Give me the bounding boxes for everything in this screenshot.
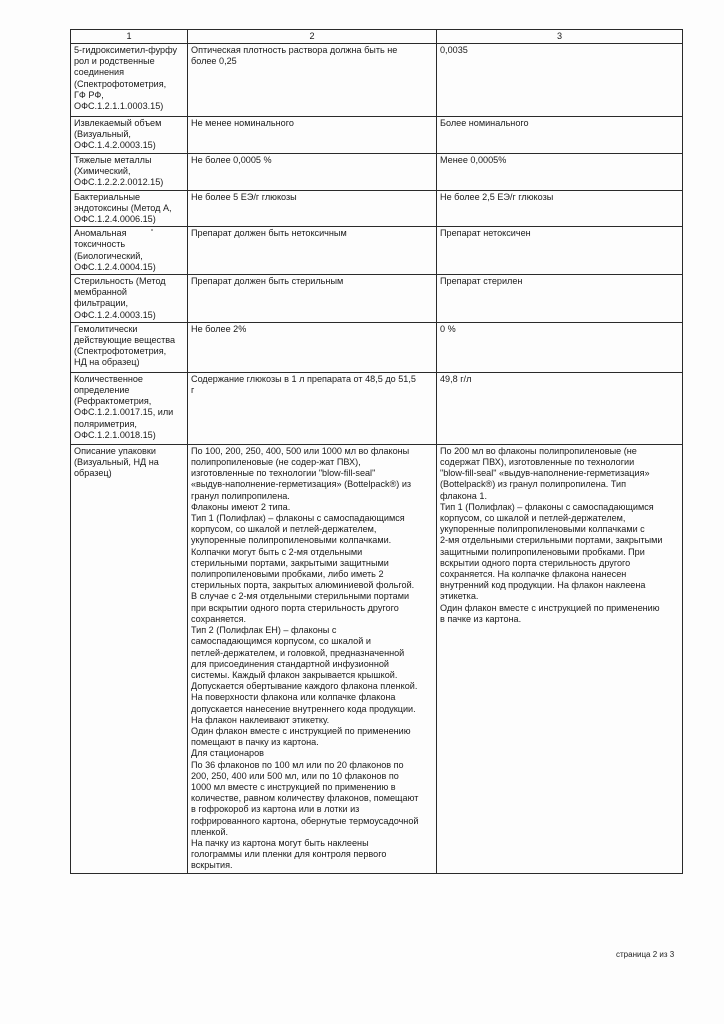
cell-text-line: (Визуальный, НД на	[74, 457, 159, 468]
cell-text-line: Не более 2%	[191, 323, 247, 334]
cell-text-line: стерильных порта, закрытых алюминиевой фольгой.	[191, 580, 415, 591]
specification-table	[70, 29, 683, 874]
cell-text-line: ГФ РФ,	[74, 89, 104, 100]
result-cell	[437, 117, 683, 154]
result-cell	[437, 372, 683, 444]
cell-text-line: сохраняется. На колпачке флакона нанесен	[440, 569, 627, 580]
cell-text-line: образец)	[74, 468, 112, 479]
column-header-1: 1	[71, 30, 188, 44]
table-row	[71, 154, 683, 191]
cell-text-line: ОФС.1.2.1.0017.15, или	[74, 407, 174, 418]
requirement-cell	[188, 154, 437, 191]
table-row	[71, 190, 683, 227]
cell-text-line: Не менее номинального	[191, 118, 294, 128]
cell-text-line: внутренний код продукции. На флакон наклеена	[440, 580, 646, 591]
cell-text-line: 0,0035	[440, 45, 468, 55]
cell-text-line: (Спектрофотометрия,	[74, 346, 167, 357]
cell-text-line: В случае с 2-мя отдельными стерильными портами	[191, 591, 410, 602]
test-method-cell	[71, 44, 188, 117]
cell-text-line: Количественное	[74, 373, 143, 384]
cell-text-line: содержат ПВХ), изготовленные по технологии	[440, 457, 635, 468]
cell-text-line: защитными полипропиленовыми пробками. При	[440, 546, 645, 557]
cell-text-line: Препарат нетоксичен	[440, 228, 531, 239]
cell-text-line: (Спектрофотометрия,	[74, 78, 167, 89]
result-cell	[437, 227, 683, 275]
cell-text-line: 200, 250, 400 или 500 мл, или по 10 флаконов по	[191, 770, 399, 781]
cell-text-line: "blow-fill-seal" «выдув-наполнение-герметизация»	[440, 468, 650, 479]
cell-text-line: Препарат должен быть стерильным	[191, 276, 344, 287]
cell-text-line: сохраняется.	[191, 613, 247, 624]
cell-text-line: гранул полипропилена.	[191, 490, 290, 501]
cell-text-line: эндотоксины (Метод А,	[74, 202, 172, 213]
cell-text-line: гофрированного картона, обернутые термоусадочной	[191, 815, 419, 826]
cell-text-line: (Химический,	[74, 166, 131, 177]
cell-text-line: более 0,25	[191, 56, 237, 67]
result-cell	[437, 44, 683, 117]
requirement-cell	[188, 444, 437, 873]
cell-text-line: укупоренные полипропиленовыми колпачками с	[440, 524, 645, 535]
cell-text-line: ОФС.1.2.4.0003.15)	[74, 309, 156, 320]
cell-text-line: На поверхности флакона или колпачке флакона	[191, 692, 396, 703]
cell-text-line: Менее 0,0005%	[440, 155, 507, 165]
requirement-cell	[188, 117, 437, 154]
cell-text-line: токсичность	[74, 239, 126, 250]
cell-text-line: пленкой.	[191, 826, 229, 837]
cell-text-line: вскрытии одного порта стерильность другого	[440, 557, 631, 568]
cell-text-line: 2-мя отдельными стерильными портами, закрытыми	[440, 535, 663, 546]
table-row	[71, 275, 683, 323]
cell-text-line: укупоренные полипропиленовыми колпачками.	[191, 535, 392, 546]
cell-text-line: помещают в пачку из картона.	[191, 737, 319, 748]
cell-text-line: Гемолитически	[74, 323, 138, 334]
cell-text-line: петлей-держателем, и головкой, предназначенной	[191, 647, 405, 658]
cell-text-line: По 36 флаконов по 100 мл или по 20 флаконов по	[191, 759, 404, 770]
cell-text-line: для присоединения стандартной инфузионной	[191, 658, 389, 669]
cell-text-line: По 200 мл во флаконы полипропиленовые (не	[440, 445, 637, 456]
table-row	[71, 117, 683, 154]
cell-text-line: соединения	[74, 67, 125, 78]
cell-text-line: самоспадающимся корпусом, со шкалой и	[191, 636, 371, 647]
cell-text-line: Не более 5 ЕЭ/г глюкозы	[191, 191, 297, 202]
requirement-cell	[188, 275, 437, 323]
cell-text-line: Тип 1 (Полифлак) – флаконы с самоспадающимся	[191, 513, 405, 524]
cell-text-line: 0 %	[440, 323, 456, 334]
requirement-cell	[188, 322, 437, 372]
cell-text-line: Один флакон вместе с инструкцией по применению	[191, 725, 411, 736]
cell-text-line: в пачке из картона.	[440, 613, 522, 624]
cell-text-line: Препарат стерилен	[440, 276, 523, 287]
requirement-cell	[188, 227, 437, 275]
cell-text-line: флакона 1.	[440, 490, 487, 501]
cell-text-line: Один флакон вместе с инструкцией по применению	[440, 602, 660, 613]
cell-text-line: корпусом, со шкалой и петлей-держателем,	[440, 513, 626, 524]
test-method-cell	[71, 117, 188, 154]
cell-text-line: г	[191, 385, 195, 396]
cell-text-line: ОФС.1.2.1.0018.15)	[74, 429, 156, 440]
cell-text-line: Тяжелые металлы	[74, 155, 152, 165]
cell-text-line: Не более 2,5 ЕЭ/г глюкозы	[440, 191, 554, 202]
cell-text-line: 49,8 г/л	[440, 373, 472, 384]
result-cell	[437, 444, 683, 873]
cell-text-line: при вскрытии одного порта стерильность другого	[191, 602, 399, 613]
test-method-cell	[71, 227, 188, 275]
cell-text-line: голограммы или пленки для контроля первого	[191, 849, 387, 860]
cell-text-line: Допускается обертывание каждого флакона пленкой.	[191, 681, 418, 692]
cell-text-line: стерильными портами, закрытыми защитными	[191, 557, 389, 568]
cell-text-line: Препарат должен быть нетоксичным	[191, 228, 347, 239]
cell-text-line: ОФС.1.2.1.1.0003.15)	[74, 101, 164, 112]
cell-text-line: количестве, равном количеству флаконов, помещают	[191, 793, 419, 804]
cell-text-line: ОФС.1.2.4.0006.15)	[74, 214, 156, 225]
table-row	[71, 44, 683, 117]
cell-text-line: корпусом, со шкалой и петлей-держателем,	[191, 524, 377, 535]
cell-text-line: Стерильность (Метод	[74, 276, 166, 287]
column-header-3: 3	[437, 30, 683, 44]
requirement-cell	[188, 372, 437, 444]
cell-text-line: вскрытия.	[191, 860, 233, 871]
result-cell	[437, 322, 683, 372]
cell-text-line: Содержание глюкозы в 1 л препарата от 48,5 до 51,5	[191, 373, 416, 384]
cell-text-line: На флакон наклеивают этикетку.	[191, 714, 330, 725]
table-row	[71, 444, 683, 873]
cell-text-line: Флаконы имеют 2 типа.	[191, 501, 291, 512]
test-method-cell	[71, 444, 188, 873]
table-row	[71, 372, 683, 444]
table-row	[71, 322, 683, 372]
table-header-row	[71, 30, 683, 44]
cell-text-line: допускается нанесение внутреннего кода продукции.	[191, 703, 416, 714]
scan-speck	[151, 229, 153, 231]
cell-text-line: (Bottelpack®) из гранул полипропилена. Тип	[440, 479, 627, 490]
cell-text-line: поляриметрия,	[74, 418, 137, 429]
cell-text-line: «выдув-наполнение-герметизация» (Bottelpack®) из	[191, 479, 412, 490]
cell-text-line: фильтрации,	[74, 298, 129, 309]
cell-text-line: ОФС.1.4.2.0003.15)	[74, 140, 156, 151]
page-number-footer: страница 2 из 3	[616, 950, 675, 959]
cell-text-line: (Рефрактометрия,	[74, 396, 152, 407]
cell-text-line: рол и родственные	[74, 56, 155, 67]
cell-text-line: ОФС.1.2.2.2.0012.15)	[74, 177, 164, 188]
cell-text-line: НД на образец)	[74, 357, 140, 368]
cell-text-line: действующие вещества	[74, 335, 176, 346]
cell-text-line: Не более 0,0005 %	[191, 155, 272, 165]
cell-text-line: На пачку из картона могут быть наклеены	[191, 837, 369, 848]
cell-text-line: этикетка.	[440, 591, 479, 602]
cell-text-line: полипропиленовыми пробками, либо иметь 2	[191, 569, 384, 580]
cell-text-line: По 100, 200, 250, 400, 500 или 1000 мл во флаконы	[191, 445, 410, 456]
result-cell	[437, 154, 683, 191]
cell-text-line: мембранной	[74, 287, 127, 298]
cell-text-line: системы. Каждый флакон закрывается крышкой.	[191, 669, 398, 680]
requirement-cell	[188, 44, 437, 117]
cell-text-line: Описание упаковки	[74, 445, 156, 456]
cell-text-line: Аномальная	[74, 228, 127, 239]
test-method-cell	[71, 154, 188, 191]
result-cell	[437, 275, 683, 323]
cell-text-line: Оптическая плотность раствора должна быть не	[191, 45, 398, 55]
cell-text-line: (Биологический,	[74, 250, 143, 261]
cell-text-line: (Визуальный,	[74, 129, 131, 140]
cell-text-line: Тип 2 (Полифлак ЕН) – флаконы с	[191, 625, 337, 636]
cell-text-line: полипропиленовые (не содер-жат ПВХ),	[191, 457, 361, 468]
test-method-cell	[71, 322, 188, 372]
cell-text-line: Извлекаемый объем	[74, 118, 162, 128]
test-method-cell	[71, 275, 188, 323]
result-cell	[437, 190, 683, 227]
specification-table-body	[71, 30, 683, 874]
column-header-2: 2	[188, 30, 437, 44]
cell-text-line: 5-гидроксиметил-фурфу	[74, 45, 178, 55]
cell-text-line: Тип 1 (Полифлак) – флаконы с самоспадающимся	[440, 501, 654, 512]
cell-text-line: 1000 мл вместе с инструкцией по применению в	[191, 781, 396, 792]
test-method-cell	[71, 372, 188, 444]
cell-text-line: изготовленные по технологии "blow-fill-seal"	[191, 468, 376, 479]
cell-text-line: определение	[74, 385, 130, 396]
cell-text-line: Бактериальные	[74, 191, 141, 202]
cell-text-line: Колпачки могут быть с 2-мя отдельными	[191, 546, 363, 557]
cell-text-line: Более номинального	[440, 118, 529, 128]
table-row	[71, 227, 683, 275]
cell-text-line: в гофрокороб из картона или в лотки из	[191, 804, 360, 815]
cell-text-line: Для стационаров	[191, 748, 264, 759]
requirement-cell	[188, 190, 437, 227]
test-method-cell	[71, 190, 188, 227]
cell-text-line: ОФС.1.2.4.0004.15)	[74, 261, 156, 272]
